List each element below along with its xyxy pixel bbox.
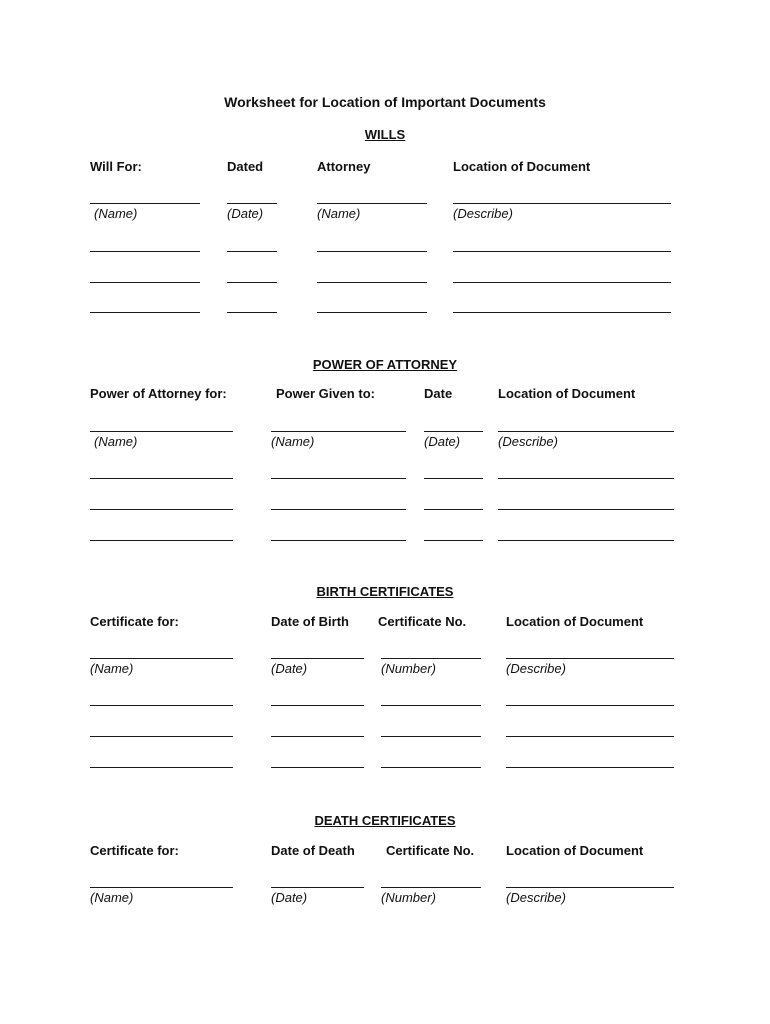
blank-line[interactable] <box>90 540 233 541</box>
blank-line[interactable] <box>271 540 406 541</box>
column-header: Date of Birth <box>271 614 349 629</box>
field-hint: (Number) <box>381 661 436 676</box>
field-hint: (Name) <box>94 206 138 221</box>
column-header: Certificate for: <box>90 614 179 629</box>
blank-line[interactable] <box>271 736 364 737</box>
blank-line[interactable] <box>271 658 364 659</box>
column-header: Will For: <box>90 159 142 174</box>
blank-line[interactable] <box>317 251 427 252</box>
blank-line[interactable] <box>90 705 233 706</box>
field-hint: (Name) <box>271 434 315 449</box>
blank-line[interactable] <box>506 767 674 768</box>
blank-line[interactable] <box>227 282 277 283</box>
column-header: Location of Document <box>453 159 591 174</box>
blank-line[interactable] <box>227 312 277 313</box>
blank-line[interactable] <box>506 705 674 706</box>
field-hint: (Date) <box>227 206 264 221</box>
blank-line[interactable] <box>90 509 233 510</box>
blank-line[interactable] <box>381 736 481 737</box>
blank-line[interactable] <box>453 312 671 313</box>
blank-line[interactable] <box>498 540 674 541</box>
blank-line[interactable] <box>90 478 233 479</box>
column-header: Location of Document <box>498 386 636 401</box>
blank-line[interactable] <box>90 736 233 737</box>
blank-line[interactable] <box>90 312 200 313</box>
section-title: DEATH CERTIFICATES <box>314 813 456 828</box>
blank-line[interactable] <box>317 203 427 204</box>
column-header: Date <box>424 386 453 401</box>
blank-line[interactable] <box>90 203 200 204</box>
blank-line[interactable] <box>90 658 233 659</box>
section-title: BIRTH CERTIFICATES <box>316 584 454 599</box>
field-hint: (Name) <box>317 206 361 221</box>
blank-line[interactable] <box>453 282 671 283</box>
blank-line[interactable] <box>424 478 483 479</box>
field-hint: (Date) <box>424 434 461 449</box>
blank-line[interactable] <box>498 431 674 432</box>
blank-line[interactable] <box>498 478 674 479</box>
blank-line[interactable] <box>498 509 674 510</box>
blank-line[interactable] <box>506 658 674 659</box>
blank-line[interactable] <box>90 251 200 252</box>
blank-line[interactable] <box>90 282 200 283</box>
blank-line[interactable] <box>424 431 483 432</box>
field-hint: (Describe) <box>498 434 558 449</box>
blank-line[interactable] <box>381 705 481 706</box>
blank-line[interactable] <box>227 251 277 252</box>
blank-line[interactable] <box>424 509 483 510</box>
blank-line[interactable] <box>381 658 481 659</box>
blank-line[interactable] <box>453 251 671 252</box>
field-hint: (Name) <box>90 661 134 676</box>
field-hint: (Describe) <box>506 661 566 676</box>
column-header: Location of Document <box>506 843 644 858</box>
field-hint: (Number) <box>381 890 436 905</box>
page-title: Worksheet for Location of Important Documents <box>224 94 546 110</box>
field-hint: (Date) <box>271 661 308 676</box>
column-header: Dated <box>227 159 264 174</box>
blank-line[interactable] <box>271 705 364 706</box>
field-hint: (Name) <box>90 890 134 905</box>
column-header: Certificate No. <box>378 614 467 629</box>
blank-line[interactable] <box>271 509 406 510</box>
column-header: Location of Document <box>506 614 644 629</box>
section-title: POWER OF ATTORNEY <box>312 357 458 372</box>
section-title: WILLS <box>364 127 406 142</box>
blank-line[interactable] <box>506 887 674 888</box>
blank-line[interactable] <box>271 478 406 479</box>
column-header: Date of Death <box>271 843 355 858</box>
field-hint: (Describe) <box>453 206 513 221</box>
blank-line[interactable] <box>424 540 483 541</box>
column-header: Power of Attorney for: <box>90 386 227 401</box>
column-header: Attorney <box>317 159 371 174</box>
field-hint: (Describe) <box>506 890 566 905</box>
column-header: Power Given to: <box>276 386 375 401</box>
field-hint: (Date) <box>271 890 308 905</box>
blank-line[interactable] <box>271 767 364 768</box>
blank-line[interactable] <box>90 767 233 768</box>
blank-line[interactable] <box>317 282 427 283</box>
blank-line[interactable] <box>381 767 481 768</box>
column-header: Certificate No. <box>386 843 475 858</box>
field-hint: (Name) <box>94 434 138 449</box>
blank-line[interactable] <box>506 736 674 737</box>
blank-line[interactable] <box>453 203 671 204</box>
blank-line[interactable] <box>90 887 233 888</box>
blank-line[interactable] <box>317 312 427 313</box>
blank-line[interactable] <box>271 431 406 432</box>
blank-line[interactable] <box>90 431 233 432</box>
column-header: Certificate for: <box>90 843 179 858</box>
blank-line[interactable] <box>271 887 364 888</box>
blank-line[interactable] <box>381 887 481 888</box>
blank-line[interactable] <box>227 203 277 204</box>
